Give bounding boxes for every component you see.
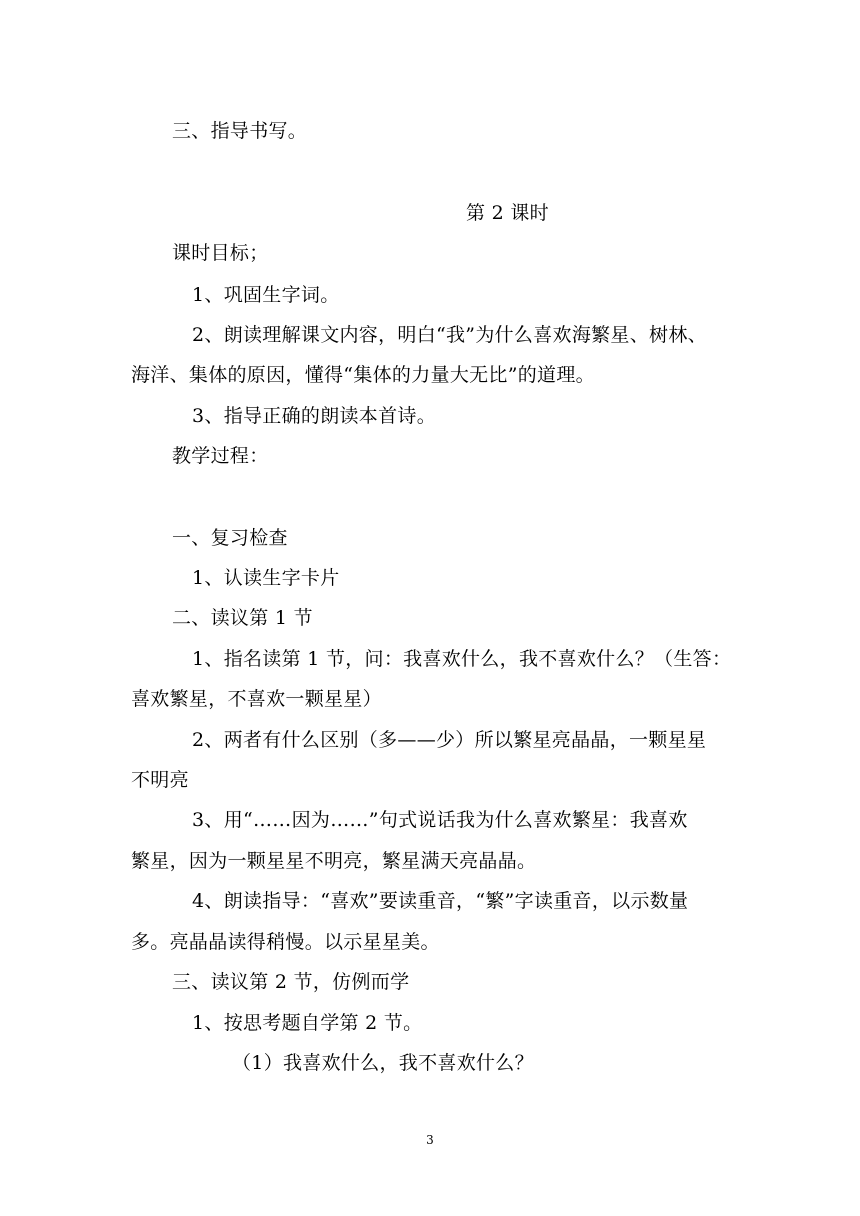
goal-item-continued: 海洋、集体的原因，懂得“集体的力量大无比”的道理。 <box>131 364 595 386</box>
goal-item: 3、指导正确的朗读本首诗。 <box>192 405 436 427</box>
page-number: 3 <box>426 1133 434 1147</box>
goals-heading: 课时目标； <box>172 242 269 264</box>
section-heading: 三、指导书写。 <box>172 120 308 142</box>
lesson-title: 第 2 课时 <box>466 202 549 224</box>
step-item: 1、按思考题自学第 2 节。 <box>192 1012 423 1034</box>
step-item-continued: 繁星，因为一颗星星不明亮，繁星满天亮晶晶。 <box>131 850 537 872</box>
section-heading: 三、读议第 2 节，仿例而学 <box>172 971 410 993</box>
step-item-continued: 多。亮晶晶读得稍慢。以示星星美。 <box>131 931 440 953</box>
step-item: 2、两者有什么区别（多——少）所以繁星亮晶晶，一颗星星 <box>192 729 707 751</box>
sub-step-item: （1）我喜欢什么，我不喜欢什么？ <box>232 1052 534 1074</box>
step-item-continued: 喜欢繁星，不喜欢一颗星星） <box>131 688 382 710</box>
step-item: 4、朗读指导：“喜欢”要读重音，“繁”字读重音，以示数量 <box>192 890 689 912</box>
goal-item: 2、朗读理解课文内容，明白“我”为什么喜欢海繁星、树林、 <box>192 324 707 346</box>
goal-item: 1、巩固生字词。 <box>192 284 340 306</box>
step-item: 1、指名读第 1 节，问：我喜欢什么，我不喜欢什么？（生答： <box>192 648 732 670</box>
section-heading: 一、复习检查 <box>172 527 288 549</box>
step-item-continued: 不明亮 <box>131 769 189 791</box>
section-heading: 二、读议第 1 节 <box>172 607 313 629</box>
step-item: 3、用“……因为……”句式说话我为什么喜欢繁星：我喜欢 <box>192 809 688 831</box>
step-item: 1、认读生字卡片 <box>192 567 340 589</box>
process-heading: 教学过程： <box>172 445 269 467</box>
